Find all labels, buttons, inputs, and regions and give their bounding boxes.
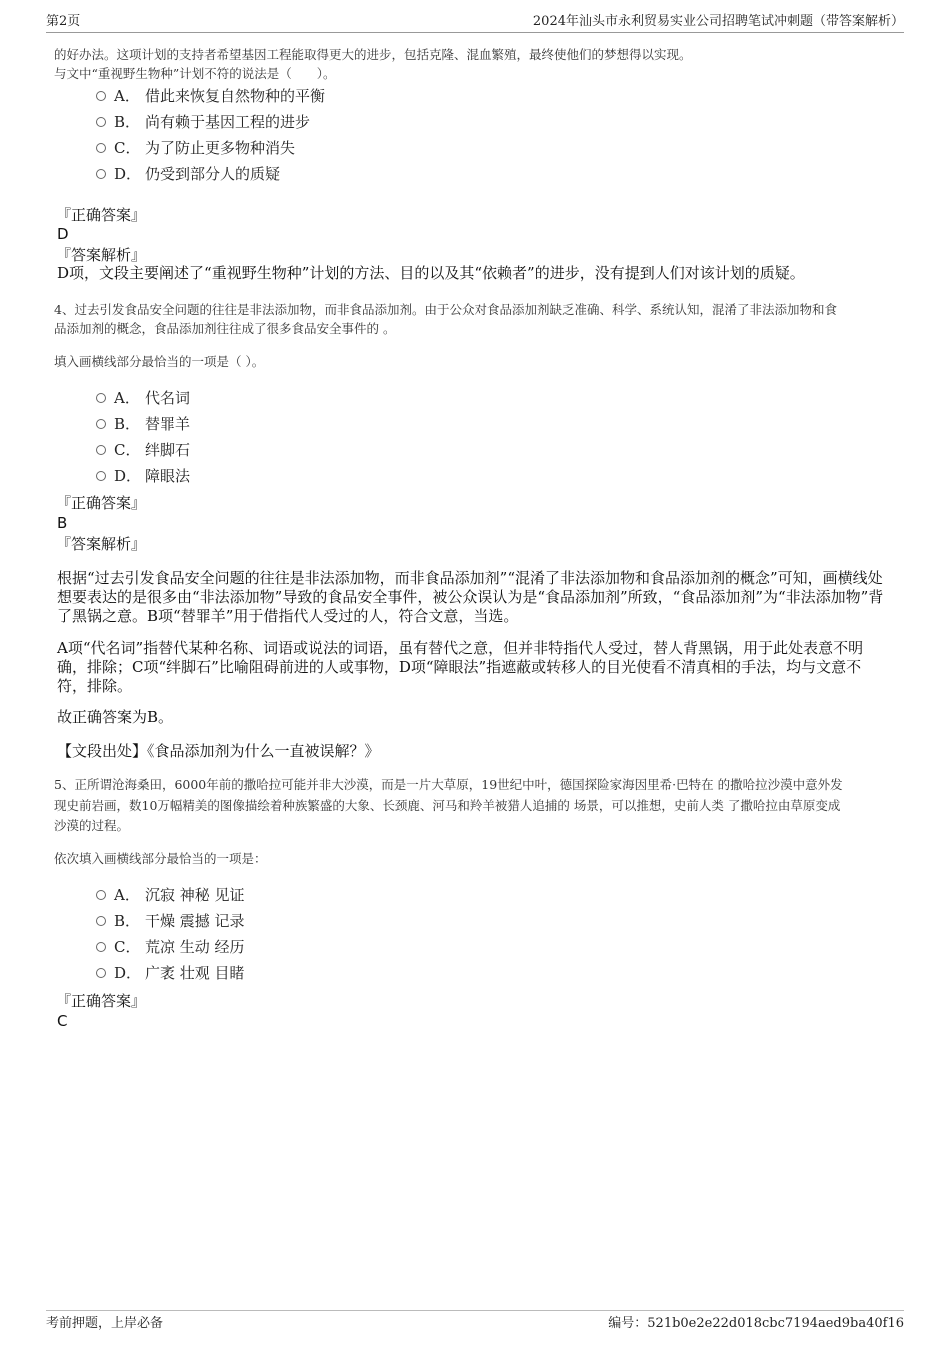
q4-analysis-p1-line-1: 根据“过去引发食品安全问题的往往是非法添加物，而非食品添加剂”“混淆了非法添加物和食品添加剂的概念”可知，画横线处 xyxy=(57,569,883,587)
q5-passage-line-3: 沙漠的过程。 xyxy=(54,818,130,833)
q4-option-d[interactable] xyxy=(96,466,190,486)
q3-analysis-label: 『答案解析』 xyxy=(56,246,147,264)
q5-answer-label: 『正确答案』 xyxy=(56,992,147,1010)
option-letter: C． xyxy=(114,938,141,956)
option-text: 绊脚石 xyxy=(145,441,191,459)
q3-answer-label: 『正确答案』 xyxy=(56,206,147,224)
q4-option-b[interactable] xyxy=(96,414,190,434)
q4-passage-line-2: 品添加剂的概念，食品添加剂往往成了很多食品安全事件的 。 xyxy=(54,321,396,336)
radio-icon[interactable] xyxy=(96,117,106,127)
option-text: 仍受到部分人的质疑 xyxy=(145,165,281,183)
radio-icon[interactable] xyxy=(96,419,106,429)
option-letter: C． xyxy=(114,441,141,459)
q3-passage-tail: 的好办法。这项计划的支持者希望基因工程能取得更大的进步，包括克隆、混血繁殖，最终使他们的梦想得以实现。 xyxy=(54,47,692,62)
q4-stem: 填入画横线部分最恰当的一项是（ ）。 xyxy=(54,354,265,369)
radio-icon[interactable] xyxy=(96,942,106,952)
q5-stem: 依次填入画横线部分最恰当的一项是： xyxy=(54,851,267,866)
q4-analysis-p2-line-2: 确，排除；C项“绊脚石”比喻阻碍前进的人或事物，D项“障眼法”指遮蔽或转移人的目光使看不清真相的手法，均与文意不 xyxy=(57,658,862,676)
q4-analysis-p1-line-2: 想要表达的是很多由“非法添加物”导致的食品安全事件，被公众误认为是“食品添加剂”所致，“食品添加剂”为“非法添加物”背 xyxy=(57,588,884,606)
option-text: 为了防止更多物种消失 xyxy=(145,139,296,157)
q3-option-c[interactable] xyxy=(96,138,295,158)
footer-slogan: 考前押题，上岸必备 xyxy=(46,1316,164,1331)
q3-option-d[interactable] xyxy=(96,164,280,184)
option-text: 广袤 壮观 目睹 xyxy=(145,964,245,982)
q3-option-b[interactable] xyxy=(96,112,310,132)
option-text: 替罪羊 xyxy=(145,415,191,433)
q4-analysis-p2-line-3: 符，排除。 xyxy=(57,677,133,695)
q5-option-c[interactable] xyxy=(96,937,245,957)
option-letter: D． xyxy=(114,964,142,982)
radio-icon[interactable] xyxy=(96,916,106,926)
q5-option-b[interactable] xyxy=(96,911,245,931)
option-text: 尚有赖于基因工程的进步 xyxy=(145,113,311,131)
option-letter: C． xyxy=(114,139,141,157)
q4-source: 【文段出处】《食品添加剂为什么一直被误解？》 xyxy=(57,742,380,760)
q4-answer-label: 『正确答案』 xyxy=(56,494,147,512)
q4-analysis-conclusion: 故正确答案为B。 xyxy=(57,708,174,726)
option-text: 借此来恢复自然物种的平衡 xyxy=(145,87,326,105)
radio-icon[interactable] xyxy=(96,393,106,403)
document-title: 2024年汕头市永利贸易实业公司招聘笔试冲刺题（带答案解析） xyxy=(532,14,904,29)
option-letter: B． xyxy=(114,113,141,131)
q4-analysis-p2-line-1: A项“代名词”指替代某种名称、词语或说法的词语，虽有替代之意，但并非特指代人受过，替人背黑锅，用于此处表意不明 xyxy=(57,639,864,657)
document-serial: 编号：521b0e2e22d018cbc7194aed9ba40f16 xyxy=(608,1316,904,1331)
q3-option-a[interactable] xyxy=(96,86,325,106)
option-text: 障眼法 xyxy=(145,467,191,485)
option-text: 干燥 震撼 记录 xyxy=(145,912,245,930)
q4-analysis-label: 『答案解析』 xyxy=(56,535,147,553)
radio-icon[interactable] xyxy=(96,471,106,481)
q4-answer: B xyxy=(57,514,68,532)
option-letter: A． xyxy=(114,389,140,407)
option-letter: A． xyxy=(114,87,140,105)
page-number: 第2页 xyxy=(46,14,81,29)
option-letter: B． xyxy=(114,912,141,930)
radio-icon[interactable] xyxy=(96,445,106,455)
q5-option-a[interactable] xyxy=(96,885,245,905)
option-letter: D． xyxy=(114,165,142,183)
q5-passage-line-1: 5、正所谓沧海桑田，6000年前的撒哈拉可能并非大沙漠，而是一片大草原，19世纪中叶，德国探险家海因里希·巴特在 的撒哈拉沙漠中意外发 xyxy=(54,777,843,792)
q4-option-c[interactable] xyxy=(96,440,190,460)
q3-answer: D xyxy=(57,225,69,243)
q5-option-d[interactable] xyxy=(96,963,245,983)
q3-analysis: D项，文段主要阐述了“重视野生物种”计划的方法、目的以及其“依赖者”的进步，没有提到人们对该计划的质疑。 xyxy=(57,264,805,282)
q4-option-a[interactable] xyxy=(96,388,190,408)
radio-icon[interactable] xyxy=(96,91,106,101)
q3-stem: 与文中“重视野生物种”计划不符的说法是（ ）。 xyxy=(54,66,336,81)
radio-icon[interactable] xyxy=(96,143,106,153)
option-text: 代名词 xyxy=(145,389,191,407)
q5-passage-line-2: 现史前岩画，数10万幅精美的图像描绘着种族繁盛的大象、长颈鹿、河马和羚羊被猎人追捕的 场景，可以推想，史前人类 了撒哈拉由草原变成 xyxy=(54,798,841,813)
radio-icon[interactable] xyxy=(96,890,106,900)
option-letter: A． xyxy=(114,886,140,904)
option-letter: B． xyxy=(114,415,141,433)
radio-icon[interactable] xyxy=(96,968,106,978)
q4-analysis-p1-line-3: 了黑锅之意。B项“替罪羊”用于借指代人受过的人，符合文意，当选。 xyxy=(57,607,519,625)
radio-icon[interactable] xyxy=(96,169,106,179)
option-letter: D． xyxy=(114,467,142,485)
option-text: 荒凉 生动 经历 xyxy=(145,938,245,956)
option-text: 沉寂 神秘 见证 xyxy=(145,886,245,904)
page-header xyxy=(46,14,904,33)
page-footer xyxy=(46,1310,904,1331)
q5-answer: C xyxy=(57,1012,68,1030)
q4-passage-line-1: 4、过去引发食品安全问题的往往是非法添加物，而非食品添加剂。由于公众对食品添加剂缺乏准确、科学、系统认知，混淆了非法添加物和食 xyxy=(54,302,837,317)
